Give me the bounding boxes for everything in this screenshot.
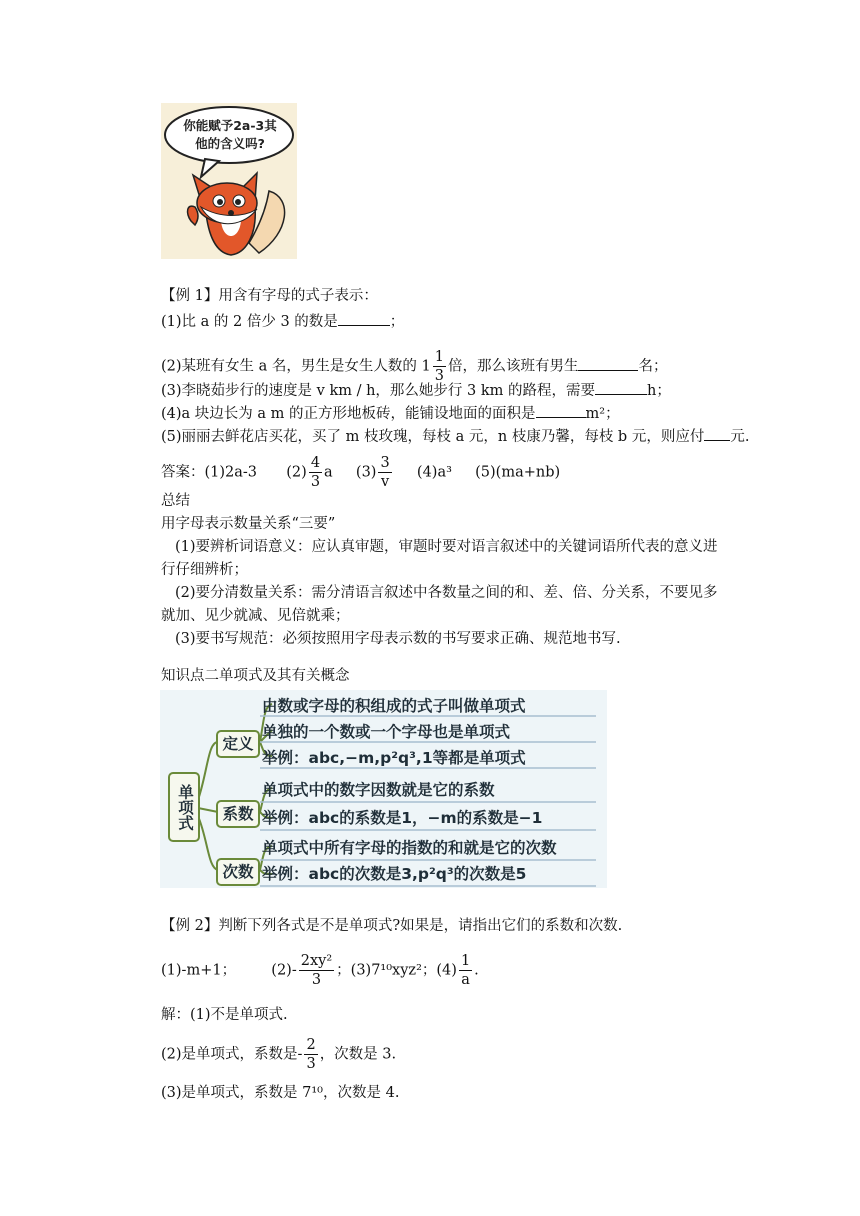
monomial-mindmap	[160, 690, 607, 888]
degree-example: 举例：abc的次数是3,p²q³的次数是5	[262, 865, 527, 883]
definition-line-2: 单独的一个数或一个字母也是单项式	[262, 723, 511, 741]
fox-illustration	[161, 103, 297, 259]
summary-point-2-cont: 就加、见少就减、见倍就乘；	[161, 608, 350, 624]
example1-q1: (1)比 a 的 2 倍少 3 的数是 ；	[161, 311, 404, 332]
example2-items: (1)-m+1； (2)- $\frac{\text{2xy²}}{3}$ ；(3)7¹⁰xyz²；(4) $\frac{1}{a}$ .	[161, 953, 479, 988]
fraction: $\frac{3}{v}$	[380, 455, 390, 490]
speech-bubble-text: 你能赋予2a-3其他的含义吗?	[183, 118, 277, 151]
example1-q3: (3)李晓茹步行的速度是 v km / h，那么她步行 3 km 的路程，需要 h；	[161, 380, 671, 401]
example1-q2: (2)某班有女生 a 名，男生是女生人数的 1 $\frac{1}{3}$ 倍，那么该班有男生 名；	[161, 349, 668, 384]
fraction: $\frac{1}{a}$	[460, 953, 471, 988]
branch-degree: 次数	[216, 858, 260, 886]
mindmap-root: 单项式	[168, 772, 200, 842]
definition-line-1: 由数或字母的积组成的式子叫做单项式	[262, 697, 526, 715]
branch-coefficient: 系数	[216, 800, 260, 828]
coefficient-example: 举例：abc的系数是1，−m的系数是−1	[262, 809, 543, 827]
summary-point-1: (1)要辨析词语意义：应认真审题，审题时要对语言叙述中的关键词语所代表的意义进	[175, 539, 718, 555]
answer-blank	[578, 356, 638, 371]
solution-3: (3)是单项式，系数是 7¹⁰，次数是 4.	[161, 1085, 400, 1101]
solution-2: (2)是单项式，系数是- $\frac{2}{3}$ ，次数是 3.	[161, 1037, 397, 1072]
example1-q4: (4)a 块边长为 a m 的正方形地板砖，能铺设地面的面积是 m²；	[161, 403, 620, 424]
fraction: $\frac{\text{2xy²}}{3}$	[300, 953, 333, 988]
example1-answer: 答案：(1)2a-3 (2) $\frac{4}{3}$ a (3) $\frac{3}{v}$ (4)a³ (5)(ma+nb)	[161, 455, 561, 490]
summary-heading: 总结	[161, 493, 190, 509]
answer-blank	[338, 311, 390, 326]
fraction: $\frac{1}{3}$	[434, 349, 444, 384]
answer-blank	[704, 426, 730, 441]
fraction: $\frac{4}{3}$	[310, 455, 321, 490]
example1-title: 【例 1】用含有字母的式子表示：	[161, 288, 378, 304]
example2-title: 【例 2】判断下列各式是不是单项式?如果是，请指出它们的系数和次数.	[161, 918, 623, 934]
fraction: $\frac{2}{3}$	[306, 1037, 316, 1072]
branch-definition: 定义	[216, 730, 260, 758]
answer-blank	[536, 403, 586, 418]
summary-point-1-cont: 行仔细辨析；	[161, 562, 248, 578]
degree-line-1: 单项式中所有字母的指数的和就是它的次数	[262, 839, 557, 857]
summary-subheading: 用字母表示数量关系“三要”	[161, 516, 336, 532]
summary-point-3: (3)要书写规范：必须按照用字母表示数的书写要求正确、规范地书写.	[175, 631, 621, 647]
answer-blank	[595, 380, 647, 395]
definition-example: 举例：abc,−m,p²q³,1等都是单项式	[262, 749, 526, 767]
coefficient-line-1: 单项式中的数字因数就是它的系数	[262, 781, 495, 799]
knowledge2-title: 知识点二单项式及其有关概念	[161, 668, 350, 684]
summary-point-2: (2)要分清数量关系：需分清语言叙述中各数量之间的和、差、倍、分关系，不要见多	[175, 585, 718, 601]
example1-q5: (5)丽丽去鲜花店买花，买了 m 枝玫瑰，每枝 a 元，n 枝康乃馨，每枝 b 元，则应付 元.	[161, 426, 749, 447]
solution-1: 解：(1)不是单项式.	[161, 1007, 288, 1023]
